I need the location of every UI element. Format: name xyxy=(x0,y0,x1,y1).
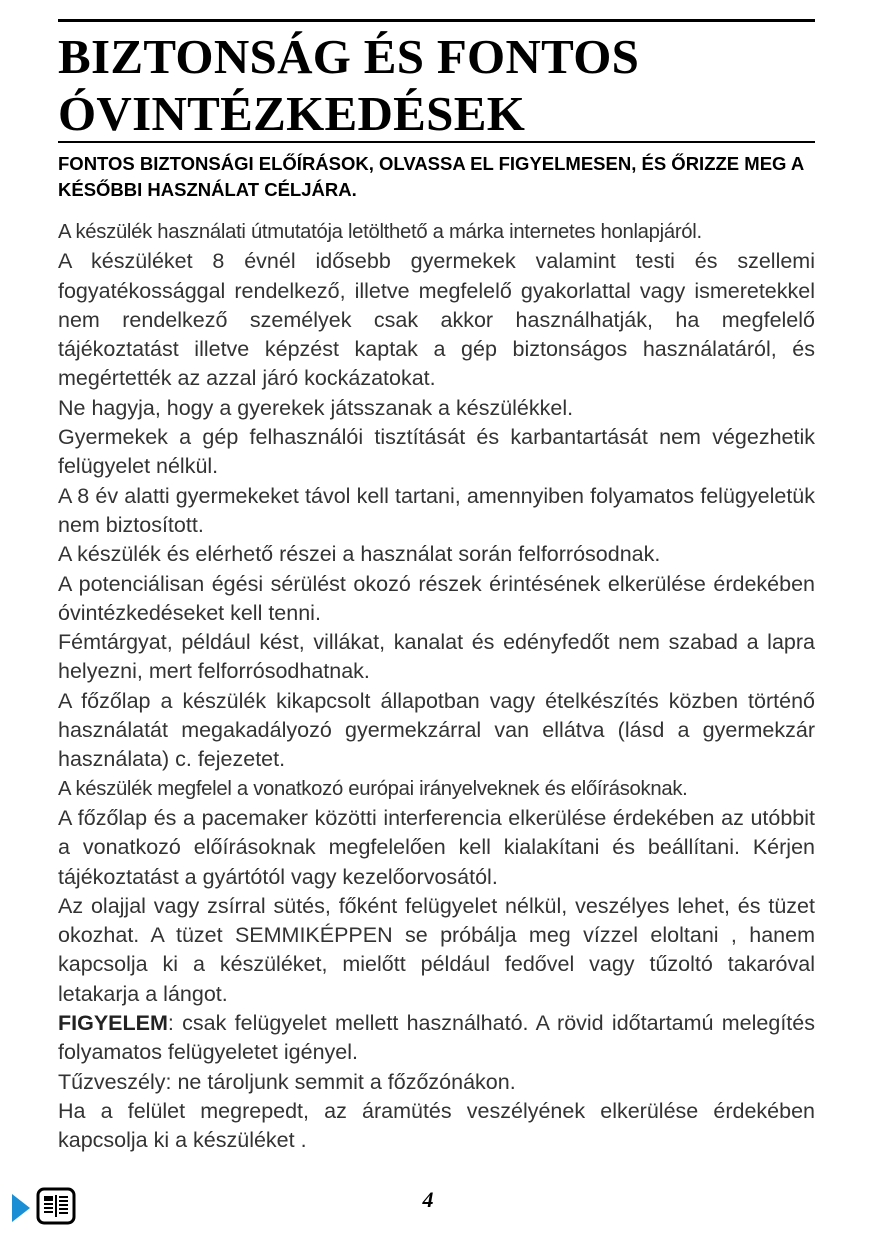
paragraph: A potenciálisan égési sérülést okozó részek érintésének elkerülése érdekében óvintézkedéseket kell tenni. xyxy=(58,571,815,625)
paragraph: Ha a felület megrepedt, az áramütés veszélyének elkerülése érdekében kapcsolja ki a készüléket . xyxy=(58,1098,815,1153)
arrow-icon xyxy=(12,1194,30,1222)
warning-paragraph xyxy=(58,1009,815,1068)
paragraph: Tűzveszély: ne tároljunk semmit a főzőzónákon. xyxy=(58,1069,516,1094)
paragraph: A készülék és elérhető részei a használat során felforrósodnak. xyxy=(58,542,661,567)
paragraph: A készüléket 8 évnél idősebb gyermekek valamint testi és szellemi fogyatékossággal rendelkező, illetve megfelelő gyakorlattal vagy ismeretekkel nem rendelkező személyek csak akkor használhatják, ha megfelelő tájékoztatást illetve képzést kaptak a gép biztonságos használatáról, és megértették az azzal járó kockázatokat. xyxy=(58,249,815,391)
section-subtitle: FONTOS BIZTONSÁGI ELŐÍRÁSOK, OLVASSA EL FIGYELMESEN, ÉS ŐRIZZE MEG A KÉSŐBBI HASZNÁLAT CÉLJÁRA. xyxy=(58,153,804,200)
page-title: BIZTONSÁG ÉS FONTOS ÓVINTÉZKEDÉSEK xyxy=(58,29,640,141)
paragraph: A készülék megfelel a vonatkozó európai irányelveknek és előírásoknak. xyxy=(58,777,688,800)
paragraph: Fémtárgyat, például kést, villákat, kanalat és edényfedőt nem szabad a lapra helyezni, mert felforrósodhatnak. xyxy=(58,630,815,684)
body-text xyxy=(58,218,815,1156)
paragraph: A főzőlap és a pacemaker közötti interferencia elkerülése érdekében az utóbbit a vonatkozó előírásoknak megfelelően kell kialakítani és beállítani. Kérjen tájékoztatást a gyártótól vagy kezelőorvosától. xyxy=(58,805,815,889)
paragraph: A 8 év alatti gyermekeket távol kell tartani, amennyiben folyamatos felügyeletük nem biztosított. xyxy=(58,483,815,537)
paragraph: Ne hagyja, hogy a gyerekek játsszanak a készülékkel. xyxy=(58,395,574,420)
page-number: 4 xyxy=(422,1187,434,1212)
warning-text: : csak felügyelet mellett használható. A rövid időtartamú melegítés folyamatos felügyeletet igényel. xyxy=(58,1011,815,1065)
paragraph: A főzőlap a készülék kikapcsolt állapotban vagy ételkészítés közben történő használatát megakadályozó gyermekzárral van ellátva (lásd a gyermekzár használata) c. fejezetet. xyxy=(58,688,815,772)
title-rule xyxy=(58,141,815,143)
top-rule xyxy=(58,19,815,22)
paragraph: Gyermekek a gép felhasználói tisztítását és karbantartását nem végezhetik felügyelet nélkül. xyxy=(58,425,815,479)
warning-label: FIGYELEM xyxy=(58,1011,168,1036)
paragraph: Az olajjal vagy zsírral sütés, főként felügyelet nélkül, veszélyes lehet, és tüzet okozhat. A tüzet SEMMIKÉPPEN se próbálja meg vízzel eloltani , hanem kapcsolja ki a készüléket, mielőtt például fedővel vagy tűzoltó takaróval letakarja a lángot. xyxy=(58,893,815,1006)
manual-book-icon xyxy=(36,1186,76,1226)
paragraph: A készülék használati útmutatója letölthető a márka internetes honlapjáról. xyxy=(58,221,702,243)
